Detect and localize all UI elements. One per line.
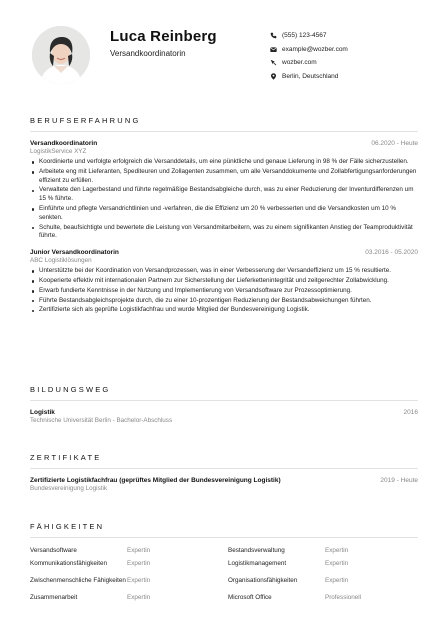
job-bullet: Unterstützte bei der Koordination von Versandprozessen, was in einer Verbesserung der Versandeffizienz um 15 % resultierte.	[30, 267, 418, 276]
section-title-experience: BERUFSERFAHRUNG	[30, 116, 418, 132]
skill-level: Expertin	[127, 560, 151, 568]
skill-level: Expertin	[127, 593, 151, 601]
skills-grid	[30, 544, 418, 605]
skill-name: Microsoft Office	[228, 593, 272, 601]
skill-name: Zusammenarbeit	[30, 593, 78, 601]
job-bullet: Einführte und pflegte Versandrichtlinien und -verfahren, die die Effizienz um 20 % verbesserten und die Versandkosten um 10 % senkten.	[30, 205, 418, 223]
skill-name: Bestandsverwaltung	[228, 546, 285, 554]
job-bullet: Zertifizierte sich als geprüfte Logistikfachfrau und wurde Mitglied der Bundesvereinigung Logistik.	[30, 306, 418, 315]
envelope-icon	[268, 45, 278, 53]
education-section	[30, 385, 418, 424]
contact-email[interactable]	[268, 43, 428, 57]
education-year: 2016	[403, 409, 418, 416]
skill-name: Zwischenmenschliche Fähigkeiten	[30, 577, 126, 584]
link-icon	[268, 59, 278, 67]
certificate-name: Zertifizierte Logistikfachfrau (geprüftes Mitglied der Bundesvereinigung Logistik)	[30, 477, 281, 484]
job-bullet: Schulte, beaufsichtigte und bewertete die Leistung von Versandmitarbeitern, was zu einem signifikanten Anstieg der Teamproduktivität führte.	[30, 224, 418, 242]
education-entry	[30, 409, 418, 424]
skill-level: Expertin	[325, 577, 349, 584]
education-field: Logistik	[30, 409, 55, 416]
job-bullet: Koordinierte und verfolgte erfolgreich die Versanddetails, um eine pünktliche und genaue Lieferung in 98 % der Fälle sicherzustellen.	[30, 158, 418, 167]
section-title-education: BILDUNGSWEG	[30, 385, 418, 401]
certificates-section	[30, 453, 418, 492]
section-title-skills: FÄHIGKEITEN	[30, 522, 418, 538]
job-bullet: Verwaltete den Lagerbestand und führte regelmäßige Bestandsabgleiche durch, was zu einer Reduzierung der Inventurdifferenzen um 15 % führte.	[30, 186, 418, 204]
job-company: ABC Logistiklösungen	[30, 257, 92, 265]
certificate-dates: 2019 - Heute	[380, 477, 418, 484]
certificate-issuer: Bundesvereinigung Logistik	[30, 485, 108, 492]
skill-name: Organisationsfähigkeiten	[228, 577, 298, 584]
contact-phone-text: (555) 123-4567	[282, 32, 327, 40]
contact-phone	[268, 29, 428, 43]
job-position: Versandkoordinatorin	[30, 140, 98, 147]
contact-location	[268, 70, 428, 84]
candidate-role: Versandkoordinatorin	[110, 49, 186, 58]
contact-website-text[interactable]: wozber.com	[282, 59, 317, 67]
profile-photo-image	[32, 26, 90, 84]
location-pin-icon	[268, 72, 278, 80]
experience-section	[30, 116, 418, 316]
job-bullet: Arbeitete eng mit Lieferanten, Spediteuren und Zollagenten zusammen, um alle Versanddokumente und Zollabfertigungsanforderungen effizient zu erfüllen.	[30, 168, 418, 186]
job-bullet: Erwarb fundierte Kenntnisse in der Nutzung und Implementierung von Versandsoftware zur Prozessoptimierung.	[30, 287, 418, 296]
candidate-name: Luca Reinberg	[110, 28, 217, 45]
skill-name: Versandsoftware	[30, 546, 77, 554]
contact-location-text: Berlin, Deutschland	[282, 72, 339, 80]
skill-level: Expertin	[325, 560, 349, 568]
job-entry	[30, 249, 418, 315]
job-dates: 06.2020 - Heute	[371, 140, 418, 147]
skill-level: Expertin	[127, 577, 151, 584]
certificate-entry	[30, 477, 418, 492]
job-bullets	[30, 158, 418, 241]
profile-photo	[32, 26, 90, 84]
education-detail: Technische Universität Berlin - Bachelor-Abschluss	[30, 417, 173, 424]
contact-list	[268, 29, 428, 83]
skill-level: Expertin	[127, 546, 151, 554]
skill-name: Kommunikationsfähigkeiten	[30, 560, 108, 568]
skill-name: Logistikmanagement	[228, 560, 287, 568]
skill-level: Professionell	[325, 593, 362, 601]
skills-section	[30, 522, 418, 605]
job-entry	[30, 140, 418, 241]
job-bullet: Führte Bestandsabgleichsprojekte durch, die zu einer 10-prozentigen Reduzierung der Bestandsabweichungen führten.	[30, 297, 418, 306]
job-company: LogistikService XYZ	[30, 148, 87, 155]
job-dates: 03.2016 - 05.2020	[365, 249, 418, 257]
job-position: Junior Versandkoordinatorin	[30, 249, 119, 257]
phone-icon	[268, 32, 278, 40]
section-title-certificates: ZERTIFIKATE	[30, 453, 418, 469]
skill-level: Expertin	[325, 546, 349, 554]
contact-website[interactable]	[268, 56, 428, 70]
contact-email-text[interactable]: example@wozber.com	[282, 45, 348, 53]
job-bullets	[30, 267, 418, 315]
job-bullet: Kooperierte effektiv mit internationalen Partnern zur Sicherstellung der Lieferkettenintegrität und zeitgerechter Zollabwicklung.	[30, 277, 418, 286]
